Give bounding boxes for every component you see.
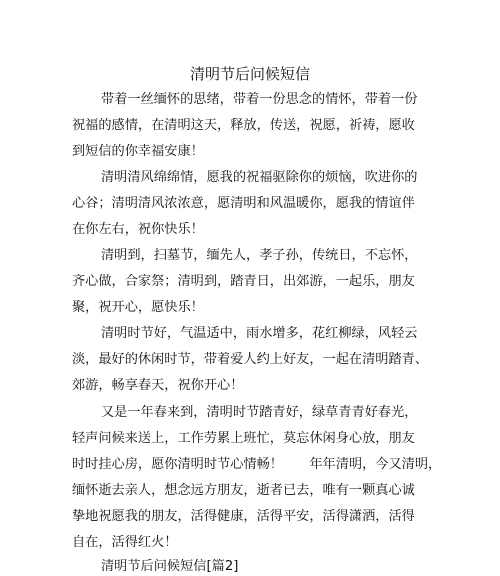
paragraph-line: 郊游，畅享春天，祝你开心！ [72, 378, 244, 393]
paragraph-line: 淡，最好的休闲时节，带着爱人约上好友，一起在清明踏青、 [72, 352, 429, 367]
paragraph-line: 齐心做，合家祭；清明到，踏青日，出郊游，一起乐，朋友 [72, 274, 415, 289]
paragraph-line: 祝福的感情，在清明这天，释放，传送，祝愿，祈祷，愿收 [72, 118, 415, 133]
paragraph-line: 时时挂心房，愿你清明时节心情畅！ 年年清明，今又清明， [72, 457, 442, 472]
paragraph-line: 轻声问候来送上，工作劳累上班忙，莫忘休闲身心放，朋友 [72, 431, 415, 446]
paragraph-line: 挚地祝愿我的朋友，活得健康，活得平安，活得潇洒，活得 [72, 509, 415, 524]
paragraph-line: 清明时节好，气温适中，雨水增多，花红柳绿，风轻云 [101, 326, 418, 341]
paragraph-line: 又是一年春来到，清明时节踏青好，绿草青青好春光， [101, 405, 418, 420]
document-title: 清明节后问候短信 [189, 65, 310, 83]
paragraph-line: 清明到，扫墓节，缅先人，孝子孙，传统日，不忘怀， [101, 248, 418, 263]
paragraph-line: 心谷；清明清风浓浓意，愿清明和风温暖你，愿我的情谊伴 [72, 196, 415, 211]
paragraph-line: 带着一丝缅怀的思绪，带着一份思念的情怀，带着一份 [101, 92, 418, 107]
paragraph-line: 聚，祝开心，愿快乐！ [72, 300, 204, 315]
paragraph-line: 清明清风绵绵情，愿我的祝福驱除你的烦恼，吹进你的 [101, 170, 418, 185]
paragraph-line: 自在，活得红火！ [72, 535, 178, 550]
paragraph-line: 缅怀逝去亲人，想念远方朋友，逝者已去，唯有一颗真心诚 [72, 483, 415, 498]
paragraph-line: 到短信的你幸福安康！ [72, 144, 204, 159]
paragraph-line: 在你左右，祝你快乐！ [72, 222, 204, 237]
section-heading: 清明节后问候短信[篇2] [101, 559, 239, 574]
